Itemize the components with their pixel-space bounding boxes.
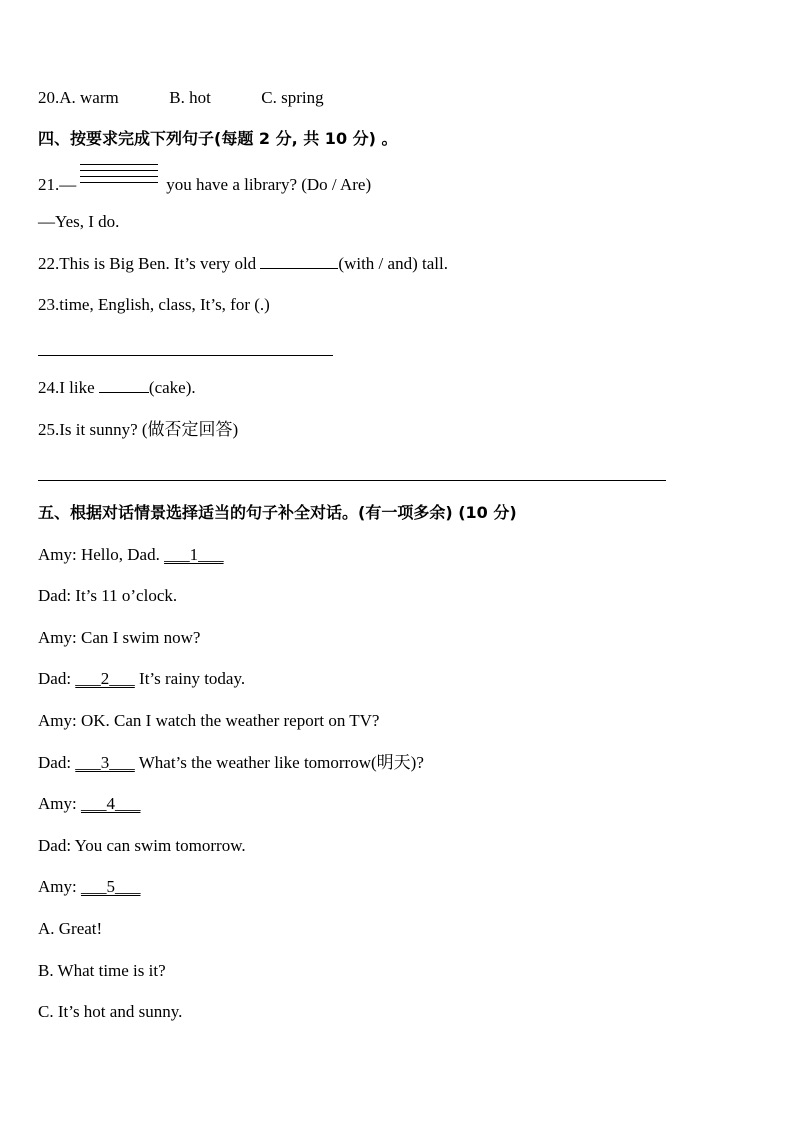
question-22-blank — [260, 254, 338, 269]
question-21-text: you have a library? (Do / Are) — [166, 175, 372, 194]
dialogue-text: Hello, Dad. — [80, 545, 165, 564]
dialogue-speaker: Amy: — [38, 628, 81, 647]
question-21 — [38, 175, 371, 196]
dialogue-blank-2: ___2___ — [75, 669, 135, 688]
choice-a: A. Great! — [38, 919, 103, 938]
dialogue-blank-5: ___5___ — [80, 877, 141, 896]
dialogue-line — [38, 836, 246, 856]
choice-c: C. It’s hot and sunny. — [38, 1002, 183, 1021]
dialogue-speaker: Dad: — [38, 586, 76, 605]
question-20-option-c: C. spring — [261, 88, 324, 107]
question-21-answer: —Yes, I do. — [38, 212, 120, 231]
dialogue-text: Can I swim now? — [80, 628, 201, 647]
question-20-number: 20. — [38, 88, 60, 107]
question-22-after: (with / and) tall. — [338, 254, 448, 273]
dialogue-line — [38, 794, 140, 814]
dialogue-speaker: Dad: — [38, 836, 75, 855]
dialogue-speaker: Amy: — [38, 545, 81, 564]
question-21-number: 21. — [38, 175, 60, 194]
dialogue-text: You can swim tomorrow. — [74, 836, 246, 855]
dialogue-line — [38, 669, 245, 689]
dialogue-text: It’s 11 o’clock. — [75, 586, 178, 605]
question-21-blank-lines — [80, 176, 160, 196]
question-25: 25.Is it sunny? (做否定回答) — [38, 420, 239, 439]
dialogue-speaker: Dad: — [38, 669, 76, 688]
question-20-option-b: B. hot — [169, 88, 211, 107]
dialogue-speaker: Amy: — [38, 794, 81, 813]
dialogue-speaker: Dad: — [38, 753, 76, 772]
section-5-heading: 五、根据对话情景选择适当的句子补全对话。(有一项多余) (10 分) — [38, 503, 517, 522]
question-23-answer-line — [38, 355, 333, 356]
question-22-before: 22.This is Big Ben. It’s very old — [38, 254, 261, 273]
dialogue-blank-1: ___1___ — [164, 545, 224, 564]
dialogue-text: OK. Can I watch the weather report on TV? — [80, 711, 380, 730]
dialogue-speaker: Amy: — [38, 711, 81, 730]
question-20-options — [38, 88, 324, 108]
section-4-heading: 四、按要求完成下列句子(每题 2 分, 共 10 分) 。 — [38, 129, 398, 148]
choice-b: B. What time is it? — [38, 961, 166, 980]
question-24-blank — [99, 378, 149, 393]
dialogue-line — [38, 753, 424, 773]
question-24 — [38, 378, 196, 398]
dialogue-line — [38, 545, 224, 565]
question-23: 23.time, English, class, It’s, for (.) — [38, 295, 270, 314]
dialogue-line — [38, 711, 379, 731]
dialogue-line — [38, 877, 140, 897]
question-24-before: 24.I like — [38, 378, 99, 397]
question-24-after: (cake). — [148, 378, 196, 397]
dialogue-blank-4: ___4___ — [80, 794, 141, 813]
question-20-option-a: A. warm — [59, 88, 119, 107]
dialogue-line — [38, 586, 177, 606]
dialogue-text-after: What’s the weather like tomorrow(明天)? — [134, 753, 424, 772]
dialogue-speaker: Amy: — [38, 877, 81, 896]
question-25-answer-line — [38, 480, 666, 481]
dialogue-text-after: It’s rainy today. — [134, 669, 246, 688]
dialogue-line — [38, 628, 200, 648]
question-22 — [38, 254, 448, 274]
question-21-dash: — — [59, 175, 77, 194]
dialogue-blank-3: ___3___ — [75, 753, 135, 772]
